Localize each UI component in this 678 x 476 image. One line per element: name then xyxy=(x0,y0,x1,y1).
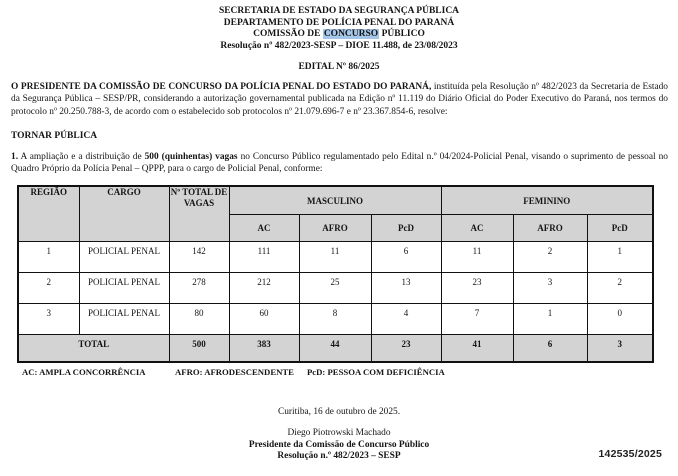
cell-total-feminino-ac: 41 xyxy=(441,334,513,362)
table-header-feminino: FEMININO xyxy=(441,186,653,214)
header-line-departamento: DEPARTAMENTO DE POLÍCIA PENAL DO PARANÁ xyxy=(223,17,455,28)
cell-total-masculino-ac: 383 xyxy=(229,334,299,362)
cell-masculino-ac: 60 xyxy=(229,303,299,334)
cell-cargo: POLICIAL PENAL xyxy=(79,272,169,303)
cell-feminino-ac: 11 xyxy=(441,241,513,272)
table-row-region-2 xyxy=(18,272,653,303)
cell-masculino-ac: 212 xyxy=(229,272,299,303)
cell-total-masculino-afro: 44 xyxy=(299,334,371,362)
protocol-number: 142535/2025 xyxy=(598,448,662,460)
cell-masculino-afro: 25 xyxy=(299,272,371,303)
cell-masculino-pcd: 6 xyxy=(371,241,441,272)
cell-total: 142 xyxy=(169,241,229,272)
legend-ac: AC: AMPLA CONCORRÊNCIA xyxy=(22,367,146,378)
cell-total: 80 xyxy=(169,303,229,334)
cell-total-feminino-afro: 6 xyxy=(513,334,587,362)
cell-feminino-ac: 7 xyxy=(441,303,513,334)
legend-afro: AFRO: AFRODESCENDENTE xyxy=(175,367,294,378)
cell-masculino-pcd: 13 xyxy=(371,272,441,303)
table-legend xyxy=(0,367,678,379)
legend-pcd: PcD: PESSOA COM DEFICIÊNCIA xyxy=(307,367,445,378)
intro-paragraph-bold: O PRESIDENTE DA COMISSÃO DE CONCURSO DA POLÍCIA PENAL DO ESTADO DO PARANÁ, xyxy=(11,82,432,92)
table-header-feminino-ac: AC xyxy=(441,214,513,241)
table-header-cargo: CARGO xyxy=(79,186,169,241)
table-header-feminino-pcd: PcD xyxy=(587,214,653,241)
cell-feminino-pcd: 1 xyxy=(587,241,653,272)
signature-resolution: Resolução n.º 482/2023 – SESP xyxy=(277,451,401,462)
item-1-pre: A ampliação e a distribuição de xyxy=(18,151,145,162)
intro-paragraph xyxy=(11,81,668,118)
table-header-total-vagas: Nº TOTAL DE VAGAS xyxy=(169,186,229,241)
item-1-number: 1. xyxy=(11,151,19,162)
cell-regiao: 1 xyxy=(18,241,79,272)
item-1-post: no Concurso Público regulamentado pelo Edital n.º 04/2024-Policial Penal, visando o suprimento de pessoal no Quadro Próprio da Polícia Penal – QPPP, para o cargo de Policial Penal, conforme: xyxy=(11,151,668,175)
table-row-total xyxy=(18,334,653,362)
cell-feminino-afro: 3 xyxy=(513,272,587,303)
cell-masculino-ac: 111 xyxy=(229,241,299,272)
cell-masculino-pcd: 4 xyxy=(371,303,441,334)
cell-total-masculino-pcd: 23 xyxy=(371,334,441,362)
signature-role: Presidente da Comissão de Concurso Público xyxy=(248,439,430,450)
table-header-row-groups xyxy=(18,186,653,214)
cell-regiao: 2 xyxy=(18,272,79,303)
cell-masculino-afro: 8 xyxy=(299,303,371,334)
signature-block xyxy=(0,428,678,463)
cell-feminino-afro: 1 xyxy=(513,303,587,334)
table-header-masculino: MASCULINO xyxy=(229,186,441,214)
header-line-comissao xyxy=(0,29,678,41)
vacancies-table xyxy=(17,185,654,363)
cell-total: 278 xyxy=(169,272,229,303)
cell-total-feminino-pcd: 3 xyxy=(587,334,653,362)
cell-feminino-afro: 2 xyxy=(513,241,587,272)
edital-title: EDITAL Nº 86/2025 xyxy=(298,62,380,72)
section-title-tornar-publica: TORNAR PÚBLICA xyxy=(11,130,98,141)
signature-name: Diego Piotrowski Machado xyxy=(287,428,391,439)
table-header-masculino-pcd: PcD xyxy=(371,214,441,241)
cell-cargo: POLICIAL PENAL xyxy=(79,241,169,272)
table-header-masculino-ac: AC xyxy=(229,214,299,241)
table-header-masculino-afro: AFRO xyxy=(299,214,371,241)
cell-masculino-afro: 11 xyxy=(299,241,371,272)
cell-feminino-pcd: 0 xyxy=(587,303,653,334)
item-1-vagas-bold: 500 (quinhentas) vagas xyxy=(144,151,238,162)
cell-feminino-pcd: 2 xyxy=(587,272,653,303)
header-line-secretaria: SECRETARIA DE ESTADO DA SEGURANÇA PÚBLICA xyxy=(218,6,460,16)
item-1-paragraph xyxy=(11,151,668,176)
table-header-feminino-afro: AFRO xyxy=(513,214,587,241)
table-header-regiao: REGIÃO xyxy=(18,186,79,241)
header-line-resolucao: Resolução nº 482/2023-SESP – DIOE 11.488, de 23/08/2023 xyxy=(220,40,458,51)
table-row-region-3 xyxy=(18,303,653,334)
table-row-region-1 xyxy=(18,241,653,272)
cell-cargo: POLICIAL PENAL xyxy=(79,303,169,334)
cell-total-label: TOTAL xyxy=(18,334,169,362)
concurso-search-highlight: CONCURSO xyxy=(323,29,379,39)
intro-paragraph-rest: instituída pela Resolução nº 482/2023 da Secretaria de Estado da Segurança Pública – SESP/PR, considerando a autorização governamental publicada na Edição nº 11.119 do Diário Oficial do Poder Executivo do Paraná, nos termos do protocolo nº 20.250.788-3, de acordo com o estabelecido sob protocolos nº 21.079.696-7 e nº 23.367.854-6, resolve: xyxy=(11,82,668,117)
header-comissao-post: PÚBLICO xyxy=(379,29,425,39)
cell-regiao: 3 xyxy=(18,303,79,334)
date-line: Curitiba, 16 de outubro de 2025. xyxy=(277,407,401,418)
cell-feminino-ac: 23 xyxy=(441,272,513,303)
document-header xyxy=(0,0,678,52)
cell-total-vagas: 500 xyxy=(169,334,229,362)
header-comissao-pre: COMISSÃO DE xyxy=(253,29,323,39)
